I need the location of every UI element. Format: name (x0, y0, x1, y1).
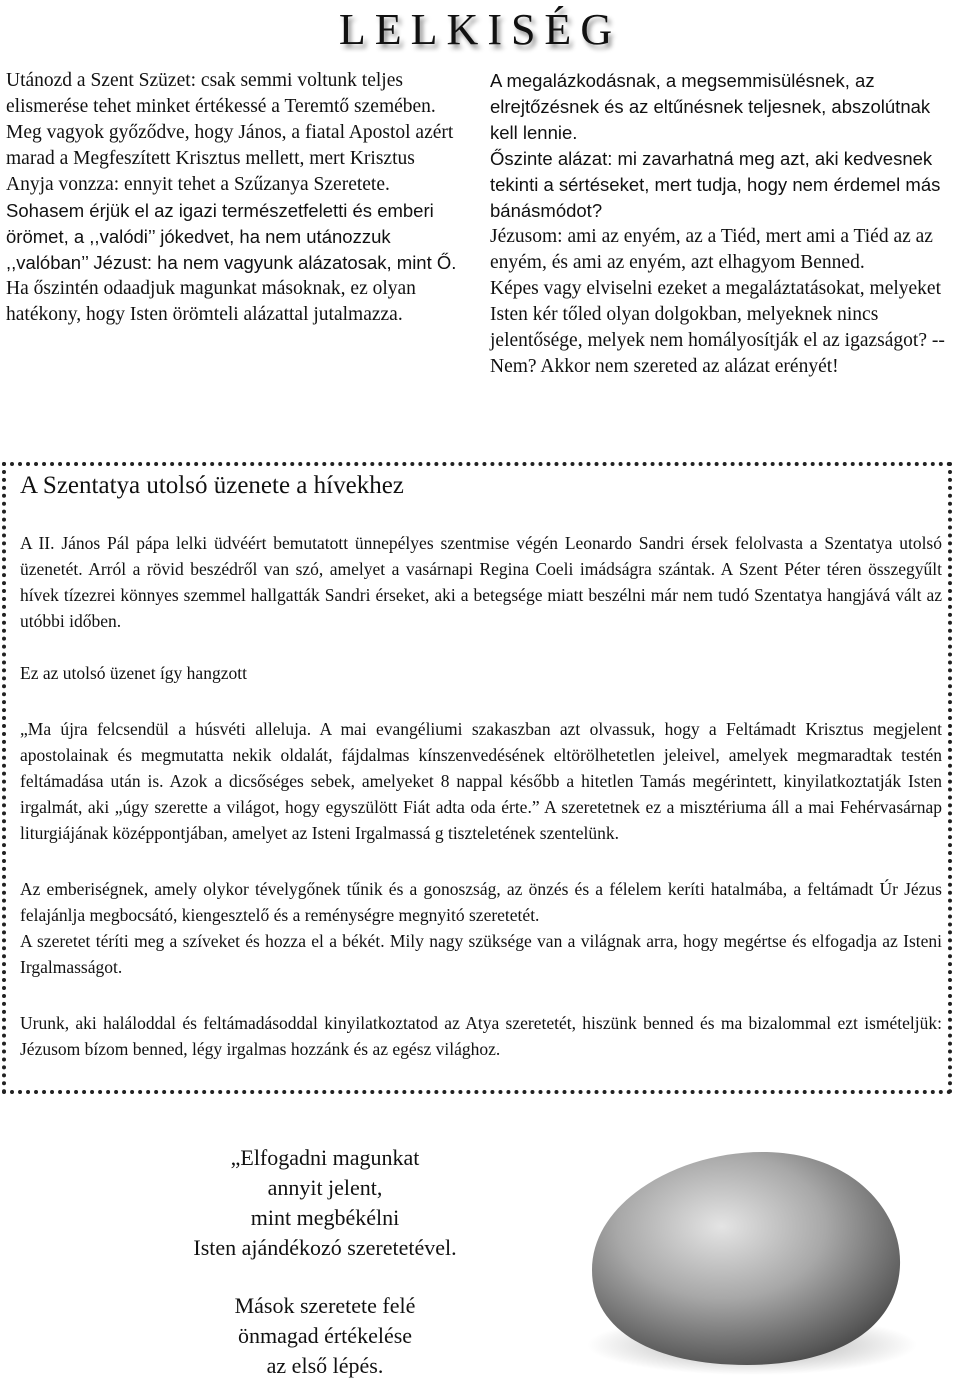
message-paragraph-1: A II. János Pál pápa lelki üdvéért bemutatott ünnepélyes szentmise végén Leonardo Sandri érsek felolvasta a Szentatya utolsó üzenetét. Arról a rövid beszédről van szó, amelyet a vasárnapi Regina Coeli imádságra szántak. A Szent Péter téren összegyűlt hívek tízezrei könnyes szemmel hallgatták Sandri érseket, aki a betegsége miatt beszélni már nem tudó Szentatya hangjává vált az utóbbi időben. (20, 533, 942, 631)
quote-line-7: az első lépés. (266, 1353, 384, 1378)
right-column (490, 68, 954, 380)
right-paragraph-2: Őszinte alázat: mi zavarhatná meg azt, aki kedvesnek tekinti a sértéseket, mert tudja, hogy nem érdemel más bánásmódot? (490, 148, 941, 221)
message-paragraph-2: Ez az utolsó üzenet így hangzott (20, 663, 247, 683)
quote-block (110, 1143, 540, 1381)
quote-line-2: annyit jelent, (267, 1175, 383, 1200)
quote-line-5: Mások szeretete felé (234, 1293, 416, 1318)
right-paragraph-1: A megalázkodásnak, a megsemmisülésnek, az elrejtőzésnek és az eltűnésnek teljesnek, abszolútnak kell lennie. (490, 70, 931, 143)
quote-line-4: Isten ajándékozó szeretetével. (193, 1235, 457, 1260)
message-paragraph-4: Az emberiségnek, amely olykor tévelygőnek tűnik és a gonoszság, az önzés és a félelem keríti hatalmába, a feltámadt Úr Jézus felajánlja megbocsátó, kiengesztelő és a reménységre megnyitó szeretetét. (20, 879, 942, 925)
quote-line-3: mint megbékélni (250, 1205, 400, 1230)
left-column (6, 68, 461, 328)
message-box-title: A Szentatya utolsó üzenete a hívekhez (18, 470, 410, 502)
message-box-body (20, 530, 942, 1062)
quote-line-6: önmagad értékelése (237, 1323, 413, 1348)
left-paragraph-2: Meg vagyok győződve, hogy János, a fiatal Apostol azért marad a Megfeszített Krisztus mellett, mert Krisztus Anyja vonzza: ennyit tehet a Szűzanya Szeretete. (6, 122, 454, 195)
right-paragraph-3: Jézusom: ami az enyém, az a Tiéd, mert ami a Tiéd az az enyém, és ami az enyém, azt elhagyom Benned. (490, 226, 933, 273)
right-paragraph-4: Képes vagy elviselni ezeket a megaláztatásokat, melyeket Isten kér tőled olyan dolgokban, melyeknek nincs jelentősége, melyek nem homályosítják el az igazságot? -- Nem? Akkor nem szereted az alázat erényét! (490, 278, 945, 377)
message-paragraph-5: A szeretet téríti meg a szíveket és hozza el a békét. Mily nagy szüksége van a világnak arra, hogy megértse és elfogadja az Isteni Irgalmasságot. (20, 931, 942, 977)
egg-image (552, 1140, 922, 1380)
message-paragraph-3: „Ma újra felcsendül a húsvéti alleluja. A mai evangéliumi szakaszban azt olvassuk, hogy a Feltámadt Krisztus megjelent apostolainak és megmutatta nekik oldalát, fájdalmas kínszenvedésének eltörölhetetlen jeleivel, amelyek megmaradtak testén feltámadása után is. Azok a dicsőséges sebek, amelyeket 8 nappal később a hitetlen Tamás megérintett, kinyilatkoztatják Isten irgalmát, aki „úgy szerette a világot, hogy egyszülött Fiát adta oda érte.” A szeretetnek ez a misztériuma áll a mai Fehérvasárnap liturgiájának középpontjában, amelyet az Isteni Irgalmassá g tiszteletének szentelünk. (20, 719, 942, 843)
left-paragraph-4: Ha őszintén odaadjuk magunkat másoknak, ez olyan hatékony, hogy Isten örömteli alázattal jutalmazza. (6, 278, 416, 325)
left-paragraph-3: Sohasem érjük el az igazi természetfeletti és emberi örömet, a ,,valódi’’ jókedvet, ha nem utánozzuk ,,valóban’’ Jézust: ha nem vagyunk alázatosak, mint Ő. (6, 200, 457, 273)
page-header: LELKISÉG (338, 5, 622, 54)
left-paragraph-1: Utánozd a Szent Szüzet: csak semmi voltunk teljes elismerése tehet minket értékessé a Teremtő szemében. (6, 70, 436, 117)
message-paragraph-6: Urunk, aki haláloddal és feltámadásoddal kinyilatkoztatod az Atya szeretetét, hiszünk benned és ma bizalommal ezt ismételjük: Jézusom bízom benned, légy irgalmas hozzánk és az egész világhoz. (20, 1013, 942, 1059)
quote-line-1: „Elfogadni magunkat (230, 1145, 420, 1170)
